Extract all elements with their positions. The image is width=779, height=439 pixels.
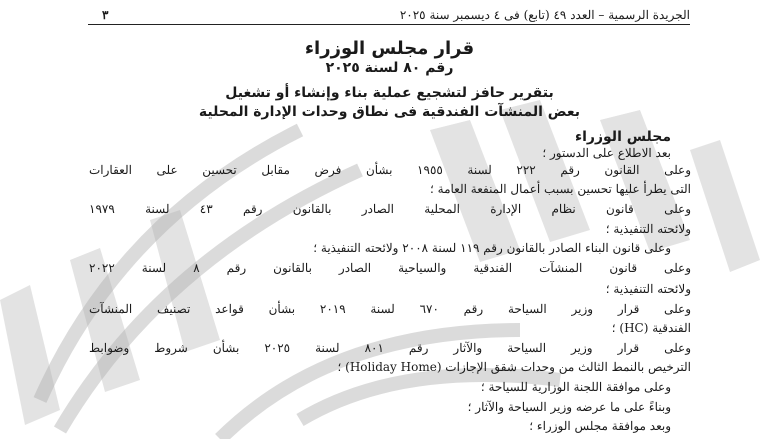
body-line: ولائحته التنفيذية ؛: [605, 222, 691, 236]
body-line: الترخيص بالنمط الثالث من وحدات شقق الإجازات (Holiday Home) ؛: [337, 360, 691, 374]
decree-title: قرار مجلس الوزراء: [304, 38, 475, 59]
body-line: وعلى قرار وزير السياحة رقم ٦٧٠ لسنة ٢٠١٩ بشأن قواعد تصنيف المنشآت: [89, 302, 691, 316]
page-number: ٣: [102, 8, 109, 22]
body-line: وعلى قانون المنشآت الفندقية والسياحية الصادر بالقانون رقم ٨ لسنة ٢٠٢٢: [89, 261, 691, 275]
body-line: وبعد موافقة مجلس الوزراء ؛: [529, 419, 671, 433]
body-line: وعلى القانون رقم ٢٢٢ لسنة ١٩٥٥ بشأن فرض مقابل تحسين على العقارات: [89, 163, 691, 177]
body-line: وعلى قرار وزير السياحة والآثار رقم ٨٠١ لسنة ٢٠٢٥ بشأن شروط وضوابط: [89, 341, 691, 355]
body-line: وعلى قانون نظام الإدارة المحلية الصادر بالقانون رقم ٤٣ لسنة ١٩٧٩: [89, 202, 691, 216]
decree-number: رقم ٨٠ لسنة ٢٠٢٥: [325, 60, 454, 76]
body-line: ولائحته التنفيذية ؛: [605, 282, 691, 296]
body-line: بعد الاطلاع على الدستور ؛: [542, 146, 671, 160]
decree-subject-line-1: بتقرير حافز لتشجيع عملية بناء وإنشاء أو تشغيل: [225, 85, 554, 101]
publication-info: الجريدة الرسمية – العدد ٤٩ (تابع) فى ٤ ديسمبر سنة ٢٠٢٥: [399, 8, 690, 22]
body-line: وعلى قانون البناء الصادر بالقانون رقم ١١٩ لسنة ٢٠٠٨ ولائحته التنفيذية ؛: [313, 241, 671, 255]
gazette-header: [88, 6, 690, 25]
body-line: وبناءً على ما عرضه وزير السياحة والآثار ؛: [467, 400, 671, 414]
body-line: الفندقية (HC) ؛: [611, 321, 691, 335]
decree-subject-line-2: بعض المنشآت الفندقية فى نطاق وحدات الإدارة المحلية: [198, 104, 581, 120]
body-line: وعلى موافقة اللجنة الوزارية للسياحة ؛: [480, 380, 671, 394]
council-heading: مجلس الوزراء: [574, 129, 671, 145]
body-line: التى يطرأ عليها تحسين بسبب أعمال المنفعة العامة ؛: [430, 182, 691, 196]
